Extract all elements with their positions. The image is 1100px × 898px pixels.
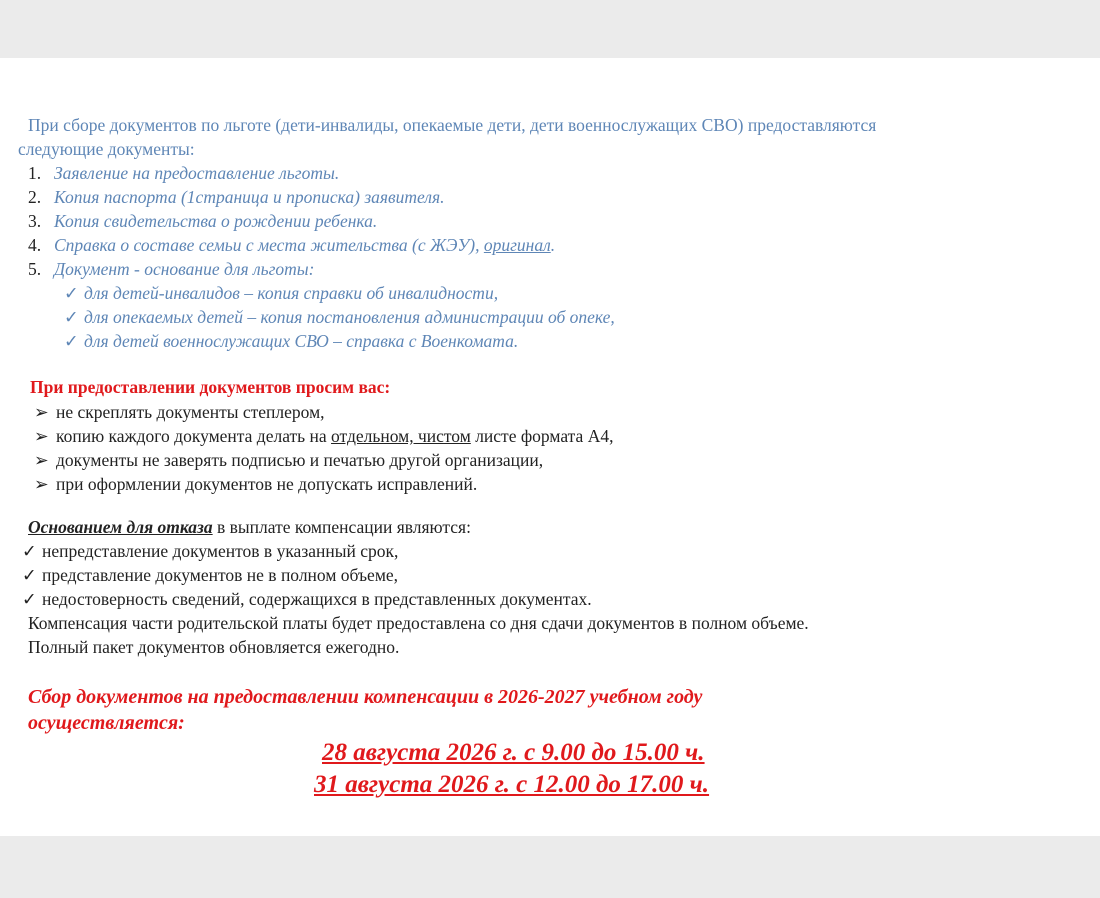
separate-clean-underlined: отдельном, чистом	[331, 426, 471, 446]
renewal-note: Полный пакет документов обновляется ежегодно.	[28, 637, 400, 657]
arrow-bullet-icon: ➢	[34, 450, 49, 470]
original-underlined: оригинал	[483, 235, 551, 255]
refusal-item-2	[22, 564, 398, 586]
request-item-text: при оформлении документов не допускать исправлений.	[56, 474, 478, 494]
basis-item-1	[64, 282, 498, 304]
request-item-text: документы не заверять подписью и печатью другой организации,	[56, 450, 544, 470]
intro-line-2: следующие документы:	[18, 139, 195, 159]
request-item-text: копию каждого документа делать на	[56, 426, 332, 446]
refusal-item-text: представление документов не в полном объеме,	[42, 565, 399, 585]
doc-item-text: Заявление на предоставление льготы.	[54, 163, 340, 183]
doc-item-number: 4.	[28, 235, 42, 255]
refusal-item-3	[22, 588, 592, 610]
request-item-text: не скреплять документы степлером,	[56, 402, 325, 422]
doc-item-text: Копия паспорта (1страница и прописка) заявителя.	[54, 187, 445, 207]
arrow-bullet-icon: ➢	[34, 474, 49, 494]
basis-item-2	[64, 306, 615, 328]
collection-line-1: Сбор документов на предоставлении компенсации в 2026-2027 учебном году	[28, 686, 703, 708]
document-page	[0, 58, 1100, 836]
doc-item-3	[28, 210, 377, 232]
doc-item-number: 3.	[28, 211, 42, 231]
refusal-item-1	[22, 540, 398, 562]
deadline-date-2: 31 августа 2026 г. с 12.00 до 17.00 ч.	[314, 771, 710, 798]
request-item-text-end: листе формата А4,	[470, 426, 614, 446]
intro-line-1: При сборе документов по льготе (дети-инвалиды, опекаемые дети, дети военнослужащих СВО) предоставляются	[28, 115, 877, 135]
doc-item-tail: .	[550, 235, 556, 255]
deadline-date-1: 28 августа 2026 г. с 9.00 до 15.00 ч.	[322, 739, 705, 766]
check-icon: ✓	[22, 565, 37, 585]
request-item-3	[34, 449, 543, 471]
refusal-title-rest: в выплате компенсации являются:	[212, 517, 471, 537]
arrow-bullet-icon: ➢	[34, 402, 49, 422]
doc-item-5	[28, 258, 314, 280]
doc-item-number: 1.	[28, 163, 42, 183]
basis-item-text: для детей-инвалидов – копия справки об инвалидности,	[84, 283, 499, 303]
request-item-1	[34, 401, 325, 423]
check-icon: ✓	[64, 283, 79, 303]
compensation-note: Компенсация части родительской платы будет предоставлена со дня сдачи документов в полном объеме.	[28, 613, 809, 633]
refusal-title-underlined: Основанием для отказа	[28, 517, 213, 537]
doc-item-number: 5.	[28, 259, 42, 279]
request-item-2	[34, 425, 613, 447]
arrow-bullet-icon: ➢	[34, 426, 49, 446]
collection-line-2: осуществляется:	[28, 712, 185, 734]
doc-item-number: 2.	[28, 187, 42, 207]
refusal-item-text: непредставление документов в указанный срок,	[42, 541, 399, 561]
refusal-item-text: недостоверность сведений, содержащихся в представленных документах.	[42, 589, 592, 609]
check-icon: ✓	[22, 541, 37, 561]
doc-item-2	[28, 186, 445, 208]
check-icon: ✓	[64, 307, 79, 327]
doc-item-4	[28, 234, 555, 256]
basis-item-3	[64, 330, 518, 352]
doc-item-text: Копия свидетельства о рождении ребенка.	[54, 211, 378, 231]
request-item-4	[34, 473, 477, 495]
basis-item-text: для детей военнослужащих СВО – справка с Военкомата.	[84, 331, 519, 351]
request-title: При предоставлении документов просим вас:	[30, 377, 391, 397]
check-icon: ✓	[22, 589, 37, 609]
doc-item-text: Справка о составе семьи с места жительства (с ЖЭУ),	[54, 235, 484, 255]
basis-item-text: для опекаемых детей – копия постановления администрации об опеке,	[84, 307, 615, 327]
doc-item-1	[28, 162, 339, 184]
doc-item-text: Документ - основание для льготы:	[54, 259, 315, 279]
check-icon: ✓	[64, 331, 79, 351]
refusal-title	[28, 516, 471, 538]
